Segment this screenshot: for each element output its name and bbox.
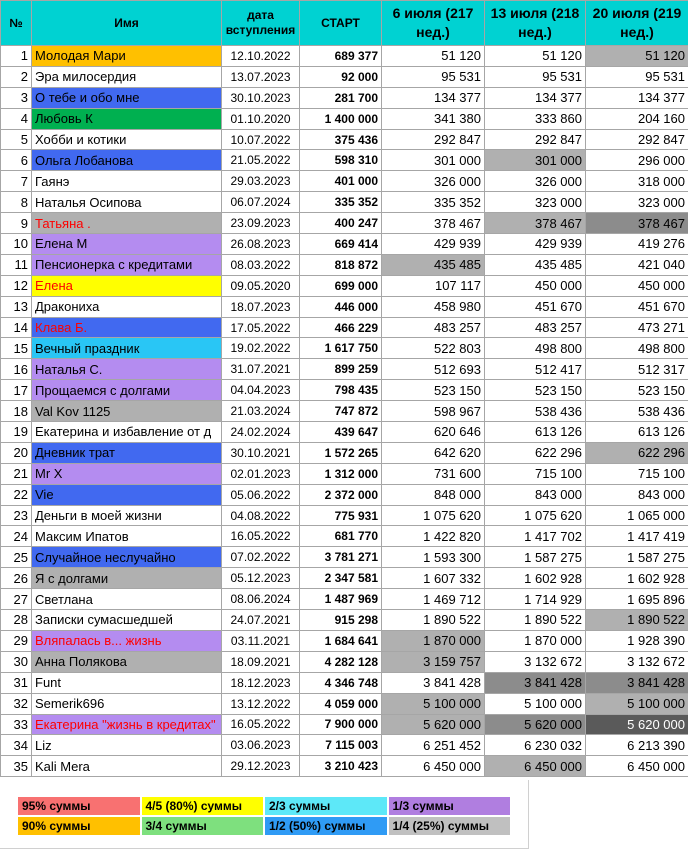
week-3-amount[interactable]: 3 132 672	[586, 651, 688, 672]
table-row	[1, 213, 688, 234]
join-date[interactable]: 24.02.2024	[222, 422, 300, 443]
week-1-amount[interactable]: 1 469 712	[382, 589, 485, 610]
row-number[interactable]: 18	[1, 401, 32, 422]
week-1-amount[interactable]: 6 450 000	[382, 756, 485, 777]
week-3-amount[interactable]: 622 296	[586, 442, 688, 463]
color-legend	[18, 797, 512, 837]
week-3-amount[interactable]: 538 436	[586, 401, 688, 422]
join-date[interactable]: 04.08.2022	[222, 505, 300, 526]
table-row	[1, 714, 688, 735]
start-amount[interactable]: 466 229	[300, 317, 382, 338]
join-date[interactable]: 06.07.2024	[222, 192, 300, 213]
participant-name[interactable]: Ольга Лобанова	[32, 150, 222, 171]
week-3-amount[interactable]: 6 450 000	[586, 756, 688, 777]
header-date[interactable]: дата вступления	[222, 1, 300, 46]
week-3-amount[interactable]: 1 890 522	[586, 610, 688, 631]
row-number[interactable]: 28	[1, 610, 32, 631]
legend-item: 4/5 (80%) суммы	[142, 797, 264, 815]
week-2-amount[interactable]: 715 100	[485, 463, 586, 484]
row-number[interactable]: 25	[1, 547, 32, 568]
join-date[interactable]: 29.03.2023	[222, 171, 300, 192]
start-amount[interactable]: 689 377	[300, 46, 382, 67]
week-3-amount[interactable]: 421 040	[586, 254, 688, 275]
week-1-amount[interactable]: 1 890 522	[382, 610, 485, 631]
row-number[interactable]: 19	[1, 422, 32, 443]
participant-name[interactable]: Молодая Мари	[32, 46, 222, 67]
participant-name[interactable]: Liz	[32, 735, 222, 756]
table-row	[1, 422, 688, 443]
row-number[interactable]: 34	[1, 735, 32, 756]
participant-name[interactable]: Дневник трат	[32, 442, 222, 463]
week-2-amount[interactable]: 512 417	[485, 359, 586, 380]
week-3-amount[interactable]: 6 213 390	[586, 735, 688, 756]
week-1-amount[interactable]: 5 100 000	[382, 693, 485, 714]
row-number[interactable]: 1	[1, 46, 32, 67]
week-3-amount[interactable]: 512 317	[586, 359, 688, 380]
start-amount[interactable]: 1 617 750	[300, 338, 382, 359]
participant-name[interactable]: Вляпалась в... жизнь	[32, 630, 222, 651]
week-3-amount[interactable]: 523 150	[586, 380, 688, 401]
table-row	[1, 46, 688, 67]
start-amount[interactable]: 775 931	[300, 505, 382, 526]
start-amount[interactable]: 7 900 000	[300, 714, 382, 735]
row-number[interactable]: 20	[1, 442, 32, 463]
week-2-amount[interactable]: 843 000	[485, 484, 586, 505]
start-amount[interactable]: 3 210 423	[300, 756, 382, 777]
join-date[interactable]: 13.12.2022	[222, 693, 300, 714]
week-1-amount[interactable]: 598 967	[382, 401, 485, 422]
join-date[interactable]: 16.05.2022	[222, 526, 300, 547]
week-1-amount[interactable]: 292 847	[382, 129, 485, 150]
table-row	[1, 568, 688, 589]
join-date[interactable]: 08.06.2024	[222, 589, 300, 610]
start-amount[interactable]: 4 282 128	[300, 651, 382, 672]
participant-name[interactable]: Semerik696	[32, 693, 222, 714]
week-3-amount[interactable]: 419 276	[586, 234, 688, 255]
header-week-1[interactable]: 6 июля (217 нед.)	[382, 1, 485, 46]
table-row	[1, 66, 688, 87]
join-date[interactable]: 17.05.2022	[222, 317, 300, 338]
legend-item: 1/2 (50%) суммы	[265, 817, 387, 835]
participant-name[interactable]: Прощаемся с долгами	[32, 380, 222, 401]
week-2-amount[interactable]: 483 257	[485, 317, 586, 338]
row-number[interactable]: 29	[1, 630, 32, 651]
start-amount[interactable]: 4 059 000	[300, 693, 382, 714]
participant-name[interactable]: Деньги в моей жизни	[32, 505, 222, 526]
start-amount[interactable]: 899 259	[300, 359, 382, 380]
table-row	[1, 693, 688, 714]
week-2-amount[interactable]: 6 450 000	[485, 756, 586, 777]
week-2-amount[interactable]: 95 531	[485, 66, 586, 87]
week-1-amount[interactable]: 1 870 000	[382, 630, 485, 651]
start-amount[interactable]: 1 684 641	[300, 630, 382, 651]
row-number[interactable]: 7	[1, 171, 32, 192]
table-row	[1, 359, 688, 380]
join-date[interactable]: 12.10.2022	[222, 46, 300, 67]
table-row	[1, 171, 688, 192]
table-row	[1, 192, 688, 213]
week-2-amount[interactable]: 613 126	[485, 422, 586, 443]
week-1-amount[interactable]: 458 980	[382, 296, 485, 317]
join-date[interactable]: 18.09.2021	[222, 651, 300, 672]
start-amount[interactable]: 1 312 000	[300, 463, 382, 484]
week-3-amount[interactable]: 613 126	[586, 422, 688, 443]
week-1-amount[interactable]: 523 150	[382, 380, 485, 401]
participant-name[interactable]: Я с долгами	[32, 568, 222, 589]
start-amount[interactable]: 747 872	[300, 401, 382, 422]
week-1-amount[interactable]: 301 000	[382, 150, 485, 171]
week-2-amount[interactable]: 1 602 928	[485, 568, 586, 589]
start-amount[interactable]: 439 647	[300, 422, 382, 443]
participant-name[interactable]: Записки сумасшедшей	[32, 610, 222, 631]
row-number[interactable]: 31	[1, 672, 32, 693]
participant-name[interactable]: Funt	[32, 672, 222, 693]
row-number[interactable]: 8	[1, 192, 32, 213]
table-row	[1, 672, 688, 693]
week-1-amount[interactable]: 642 620	[382, 442, 485, 463]
week-1-amount[interactable]: 326 000	[382, 171, 485, 192]
table-row	[1, 505, 688, 526]
week-1-amount[interactable]: 848 000	[382, 484, 485, 505]
week-3-amount[interactable]: 5 620 000	[586, 714, 688, 735]
join-date[interactable]: 21.03.2024	[222, 401, 300, 422]
start-amount[interactable]: 7 115 003	[300, 735, 382, 756]
row-number[interactable]: 24	[1, 526, 32, 547]
week-3-amount[interactable]: 1 928 390	[586, 630, 688, 651]
start-amount[interactable]: 818 872	[300, 254, 382, 275]
start-amount[interactable]: 375 436	[300, 129, 382, 150]
start-amount[interactable]: 1 572 265	[300, 442, 382, 463]
participant-name[interactable]: Kali Mera	[32, 756, 222, 777]
start-amount[interactable]: 798 435	[300, 380, 382, 401]
week-3-amount[interactable]: 3 841 428	[586, 672, 688, 693]
week-2-amount[interactable]: 3 132 672	[485, 651, 586, 672]
participant-name[interactable]: Татьяна .	[32, 213, 222, 234]
table-row	[1, 108, 688, 129]
table-row	[1, 756, 688, 777]
header-week-3[interactable]: 20 июля (219 нед.)	[586, 1, 688, 46]
row-number[interactable]: 3	[1, 87, 32, 108]
row-number[interactable]: 30	[1, 651, 32, 672]
start-amount[interactable]: 1 400 000	[300, 108, 382, 129]
participant-name[interactable]: Максим Ипатов	[32, 526, 222, 547]
week-1-amount[interactable]: 335 352	[382, 192, 485, 213]
participant-name[interactable]: Наталья Осипова	[32, 192, 222, 213]
join-date[interactable]: 03.11.2021	[222, 630, 300, 651]
week-3-amount[interactable]: 5 100 000	[586, 693, 688, 714]
participant-name[interactable]: Анна Полякова	[32, 651, 222, 672]
join-date[interactable]: 04.04.2023	[222, 380, 300, 401]
participant-name[interactable]: Екатерина и избавление от д	[32, 422, 222, 443]
week-3-amount[interactable]: 204 160	[586, 108, 688, 129]
participant-name[interactable]: Екатерина "жизнь в кредитах"	[32, 714, 222, 735]
week-1-amount[interactable]: 522 803	[382, 338, 485, 359]
participant-name[interactable]: Случайное неслучайно	[32, 547, 222, 568]
join-date[interactable]: 05.06.2022	[222, 484, 300, 505]
start-amount[interactable]: 1 487 969	[300, 589, 382, 610]
week-1-amount[interactable]: 1 607 332	[382, 568, 485, 589]
row-number[interactable]: 12	[1, 275, 32, 296]
week-1-amount[interactable]: 1 422 820	[382, 526, 485, 547]
table-row	[1, 463, 688, 484]
start-amount[interactable]: 2 372 000	[300, 484, 382, 505]
week-1-amount[interactable]: 341 380	[382, 108, 485, 129]
start-amount[interactable]: 446 000	[300, 296, 382, 317]
week-3-amount[interactable]: 1 587 275	[586, 547, 688, 568]
week-2-amount[interactable]: 134 377	[485, 87, 586, 108]
week-2-amount[interactable]: 1 587 275	[485, 547, 586, 568]
legend-item: 90% суммы	[18, 817, 140, 835]
start-amount[interactable]: 2 347 581	[300, 568, 382, 589]
week-1-amount[interactable]: 429 939	[382, 234, 485, 255]
week-2-amount[interactable]: 333 860	[485, 108, 586, 129]
week-2-amount[interactable]: 1 075 620	[485, 505, 586, 526]
start-amount[interactable]: 335 352	[300, 192, 382, 213]
participant-name[interactable]: Елена	[32, 275, 222, 296]
week-1-amount[interactable]: 731 600	[382, 463, 485, 484]
week-3-amount[interactable]: 450 000	[586, 275, 688, 296]
table-row	[1, 442, 688, 463]
week-2-amount[interactable]: 450 000	[485, 275, 586, 296]
join-date[interactable]: 21.05.2022	[222, 150, 300, 171]
participant-name[interactable]: Наталья С.	[32, 359, 222, 380]
row-number[interactable]: 5	[1, 129, 32, 150]
row-number[interactable]: 13	[1, 296, 32, 317]
header-start[interactable]: СТАРТ	[300, 1, 382, 46]
legend-row	[18, 797, 512, 815]
join-date[interactable]: 18.12.2023	[222, 672, 300, 693]
table-row	[1, 401, 688, 422]
table-row	[1, 630, 688, 651]
week-2-amount[interactable]: 1 890 522	[485, 610, 586, 631]
week-3-amount[interactable]: 95 531	[586, 66, 688, 87]
week-3-amount[interactable]: 134 377	[586, 87, 688, 108]
week-2-amount[interactable]: 6 230 032	[485, 735, 586, 756]
week-3-amount[interactable]: 715 100	[586, 463, 688, 484]
participant-name[interactable]: Хобби и котики	[32, 129, 222, 150]
week-2-amount[interactable]: 1 714 929	[485, 589, 586, 610]
table-row	[1, 296, 688, 317]
week-1-amount[interactable]: 51 120	[382, 46, 485, 67]
participant-name[interactable]: Vie	[32, 484, 222, 505]
join-date[interactable]: 01.10.2020	[222, 108, 300, 129]
table-row	[1, 610, 688, 631]
header-num[interactable]: №	[1, 1, 32, 46]
legend-item: 3/4 суммы	[142, 817, 264, 835]
week-1-amount[interactable]: 512 693	[382, 359, 485, 380]
legend-item: 1/4 (25%) суммы	[389, 817, 511, 835]
join-date[interactable]: 24.07.2021	[222, 610, 300, 631]
week-2-amount[interactable]: 5 620 000	[485, 714, 586, 735]
week-1-amount[interactable]: 3 159 757	[382, 651, 485, 672]
week-1-amount[interactable]: 1 075 620	[382, 505, 485, 526]
week-2-amount[interactable]: 1 870 000	[485, 630, 586, 651]
start-amount[interactable]: 598 310	[300, 150, 382, 171]
participant-name[interactable]: Mr X	[32, 463, 222, 484]
row-number[interactable]: 4	[1, 108, 32, 129]
week-2-amount[interactable]: 451 670	[485, 296, 586, 317]
week-1-amount[interactable]: 95 531	[382, 66, 485, 87]
join-date[interactable]: 30.10.2021	[222, 442, 300, 463]
week-2-amount[interactable]: 51 120	[485, 46, 586, 67]
week-3-amount[interactable]: 843 000	[586, 484, 688, 505]
participant-name[interactable]: Любовь К	[32, 108, 222, 129]
week-1-amount[interactable]: 134 377	[382, 87, 485, 108]
join-date[interactable]: 02.01.2023	[222, 463, 300, 484]
participant-name[interactable]: Светлана	[32, 589, 222, 610]
row-number[interactable]: 35	[1, 756, 32, 777]
join-date[interactable]: 16.05.2022	[222, 714, 300, 735]
week-3-amount[interactable]: 318 000	[586, 171, 688, 192]
table-row	[1, 589, 688, 610]
week-3-amount[interactable]: 292 847	[586, 129, 688, 150]
week-2-amount[interactable]: 292 847	[485, 129, 586, 150]
table-row	[1, 87, 688, 108]
participant-name[interactable]: Эра милосердия	[32, 66, 222, 87]
week-2-amount[interactable]: 3 841 428	[485, 672, 586, 693]
week-2-amount[interactable]: 5 100 000	[485, 693, 586, 714]
week-1-amount[interactable]: 620 646	[382, 422, 485, 443]
week-2-amount[interactable]: 378 467	[485, 213, 586, 234]
participant-name[interactable]: Дракониха	[32, 296, 222, 317]
start-amount[interactable]: 669 414	[300, 234, 382, 255]
row-number[interactable]: 10	[1, 234, 32, 255]
table-row	[1, 338, 688, 359]
week-1-amount[interactable]: 107 117	[382, 275, 485, 296]
start-amount[interactable]: 401 000	[300, 171, 382, 192]
week-1-amount[interactable]: 5 620 000	[382, 714, 485, 735]
week-3-amount[interactable]: 1 417 419	[586, 526, 688, 547]
week-1-amount[interactable]: 1 593 300	[382, 547, 485, 568]
join-date[interactable]: 31.07.2021	[222, 359, 300, 380]
row-number[interactable]: 26	[1, 568, 32, 589]
start-amount[interactable]: 3 781 271	[300, 547, 382, 568]
week-3-amount[interactable]: 51 120	[586, 46, 688, 67]
join-date[interactable]: 29.12.2023	[222, 756, 300, 777]
start-amount[interactable]: 400 247	[300, 213, 382, 234]
row-number[interactable]: 21	[1, 463, 32, 484]
table-row	[1, 380, 688, 401]
table-row	[1, 234, 688, 255]
legend-item: 2/3 суммы	[265, 797, 387, 815]
join-date[interactable]: 07.02.2022	[222, 547, 300, 568]
table-row	[1, 254, 688, 275]
join-date[interactable]: 10.07.2022	[222, 129, 300, 150]
week-2-amount[interactable]: 622 296	[485, 442, 586, 463]
week-1-amount[interactable]: 483 257	[382, 317, 485, 338]
week-1-amount[interactable]: 378 467	[382, 213, 485, 234]
table-row	[1, 651, 688, 672]
week-3-amount[interactable]: 323 000	[586, 192, 688, 213]
table-row	[1, 484, 688, 505]
week-1-amount[interactable]: 3 841 428	[382, 672, 485, 693]
start-amount[interactable]: 92 000	[300, 66, 382, 87]
join-date[interactable]: 18.07.2023	[222, 296, 300, 317]
participant-name[interactable]: Елена М	[32, 234, 222, 255]
join-date[interactable]: 05.12.2023	[222, 568, 300, 589]
week-1-amount[interactable]: 435 485	[382, 254, 485, 275]
week-2-amount[interactable]: 429 939	[485, 234, 586, 255]
week-2-amount[interactable]: 435 485	[485, 254, 586, 275]
join-date[interactable]: 26.08.2023	[222, 234, 300, 255]
table-row	[1, 275, 688, 296]
row-number[interactable]: 16	[1, 359, 32, 380]
row-number[interactable]: 32	[1, 693, 32, 714]
join-date[interactable]: 08.03.2022	[222, 254, 300, 275]
week-3-amount[interactable]: 498 800	[586, 338, 688, 359]
week-2-amount[interactable]: 301 000	[485, 150, 586, 171]
join-date[interactable]: 09.05.2020	[222, 275, 300, 296]
week-3-amount[interactable]: 296 000	[586, 150, 688, 171]
table-row	[1, 547, 688, 568]
week-2-amount[interactable]: 323 000	[485, 192, 586, 213]
row-number[interactable]: 27	[1, 589, 32, 610]
week-3-amount[interactable]: 1 602 928	[586, 568, 688, 589]
week-3-amount[interactable]: 1 695 896	[586, 589, 688, 610]
table-row	[1, 735, 688, 756]
header-week-2[interactable]: 13 июля (218 нед.)	[485, 1, 586, 46]
participant-name[interactable]: Пенсионерка с кредитами	[32, 254, 222, 275]
row-number[interactable]: 14	[1, 317, 32, 338]
week-3-amount[interactable]: 451 670	[586, 296, 688, 317]
table-row	[1, 129, 688, 150]
join-date[interactable]: 19.02.2022	[222, 338, 300, 359]
week-2-amount[interactable]: 1 417 702	[485, 526, 586, 547]
week-2-amount[interactable]: 498 800	[485, 338, 586, 359]
row-number[interactable]: 33	[1, 714, 32, 735]
week-2-amount[interactable]: 326 000	[485, 171, 586, 192]
week-3-amount[interactable]: 1 065 000	[586, 505, 688, 526]
row-number[interactable]: 23	[1, 505, 32, 526]
join-date[interactable]: 30.10.2023	[222, 87, 300, 108]
week-3-amount[interactable]: 378 467	[586, 213, 688, 234]
row-number[interactable]: 22	[1, 484, 32, 505]
header-row	[1, 1, 688, 46]
legend-row	[18, 817, 512, 835]
start-amount[interactable]: 915 298	[300, 610, 382, 631]
start-amount[interactable]: 699 000	[300, 275, 382, 296]
week-2-amount[interactable]: 538 436	[485, 401, 586, 422]
start-amount[interactable]: 4 346 748	[300, 672, 382, 693]
table-row	[1, 150, 688, 171]
week-2-amount[interactable]: 523 150	[485, 380, 586, 401]
row-number[interactable]: 11	[1, 254, 32, 275]
start-amount[interactable]: 681 770	[300, 526, 382, 547]
start-amount[interactable]: 281 700	[300, 87, 382, 108]
participant-name[interactable]: Val Kov 1125	[32, 401, 222, 422]
row-number[interactable]: 15	[1, 338, 32, 359]
legend-item: 95% суммы	[18, 797, 140, 815]
join-date[interactable]: 23.09.2023	[222, 213, 300, 234]
row-number[interactable]: 2	[1, 66, 32, 87]
table-row	[1, 526, 688, 547]
join-date[interactable]: 03.06.2023	[222, 735, 300, 756]
legend-item: 1/3 суммы	[389, 797, 511, 815]
week-1-amount[interactable]: 6 251 452	[382, 735, 485, 756]
header-name[interactable]: Имя	[32, 1, 222, 46]
week-3-amount[interactable]: 473 271	[586, 317, 688, 338]
table-row	[1, 317, 688, 338]
participant-name[interactable]: Гаянэ	[32, 171, 222, 192]
participant-name[interactable]: Вечный праздник	[32, 338, 222, 359]
join-date[interactable]: 13.07.2023	[222, 66, 300, 87]
row-number[interactable]: 6	[1, 150, 32, 171]
participant-name[interactable]: О тебе и обо мне	[32, 87, 222, 108]
participant-name[interactable]: Клава Б.	[32, 317, 222, 338]
row-number[interactable]: 17	[1, 380, 32, 401]
row-number[interactable]: 9	[1, 213, 32, 234]
